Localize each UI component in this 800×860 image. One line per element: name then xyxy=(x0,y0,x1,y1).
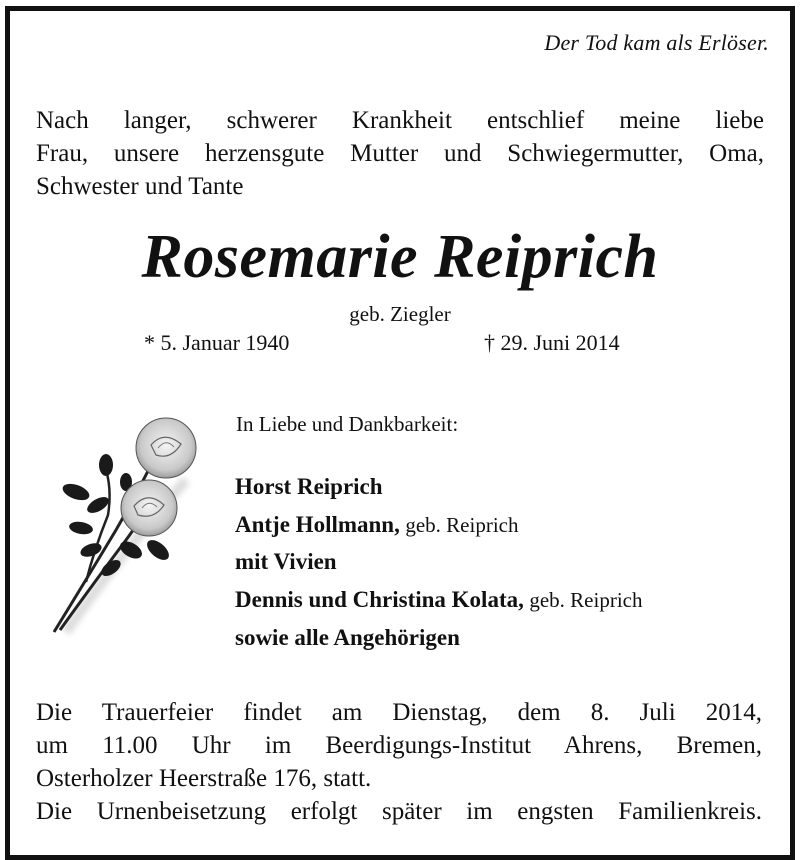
roses-illustration-icon xyxy=(46,410,216,640)
mourner-4 xyxy=(235,587,643,613)
mourner-name: mit Vivien xyxy=(235,549,337,574)
mourner-name: Dennis und Christina Kolata, xyxy=(235,587,524,612)
intro-line: Schwester und Tante xyxy=(36,173,244,200)
mourner-2 xyxy=(235,512,518,538)
mourner-note: geb. Reiprich xyxy=(529,588,643,612)
deceased-name: Rosemarie Reiprich xyxy=(141,223,659,291)
ceremony-line: um 11.00 Uhr im Beerdigungs-Institut Ahrens, Bremen, xyxy=(36,732,762,759)
mourner-name: sowie alle Angehörigen xyxy=(235,625,460,650)
ceremony-line: Die Urnenbeisetzung erfolgt später im engsten Familienkreis. xyxy=(36,798,762,825)
death-date: † 29. Juni 2014 xyxy=(484,330,620,355)
mourner-name: Antje Hollmann, xyxy=(235,512,400,537)
intro-text xyxy=(36,104,764,203)
intro-line: Frau, unsere herzensgute Mutter und Schwiegermutter, Oma, xyxy=(36,140,764,167)
birth-date: * 5. Januar 1940 xyxy=(144,330,290,355)
intro-line: Nach langer, schwerer Krankheit entschlief meine liebe xyxy=(36,107,764,134)
ceremony-text xyxy=(36,696,762,828)
mourner-3 xyxy=(235,549,337,575)
ceremony-line: Osterholzer Heerstraße 176, statt. xyxy=(36,765,372,792)
maiden-name: geb. Ziegler xyxy=(349,302,451,326)
mourner-note: geb. Reiprich xyxy=(405,513,519,537)
thanks-line: In Liebe und Dankbarkeit: xyxy=(236,412,459,436)
mourner-5 xyxy=(235,625,460,651)
mourner-1 xyxy=(235,474,383,500)
motto: Der Tod kam als Erlöser. xyxy=(544,30,769,55)
mourner-name: Horst Reiprich xyxy=(235,474,383,499)
ceremony-line: Die Trauerfeier findet am Dienstag, dem 8. Juli 2014, xyxy=(36,699,762,726)
